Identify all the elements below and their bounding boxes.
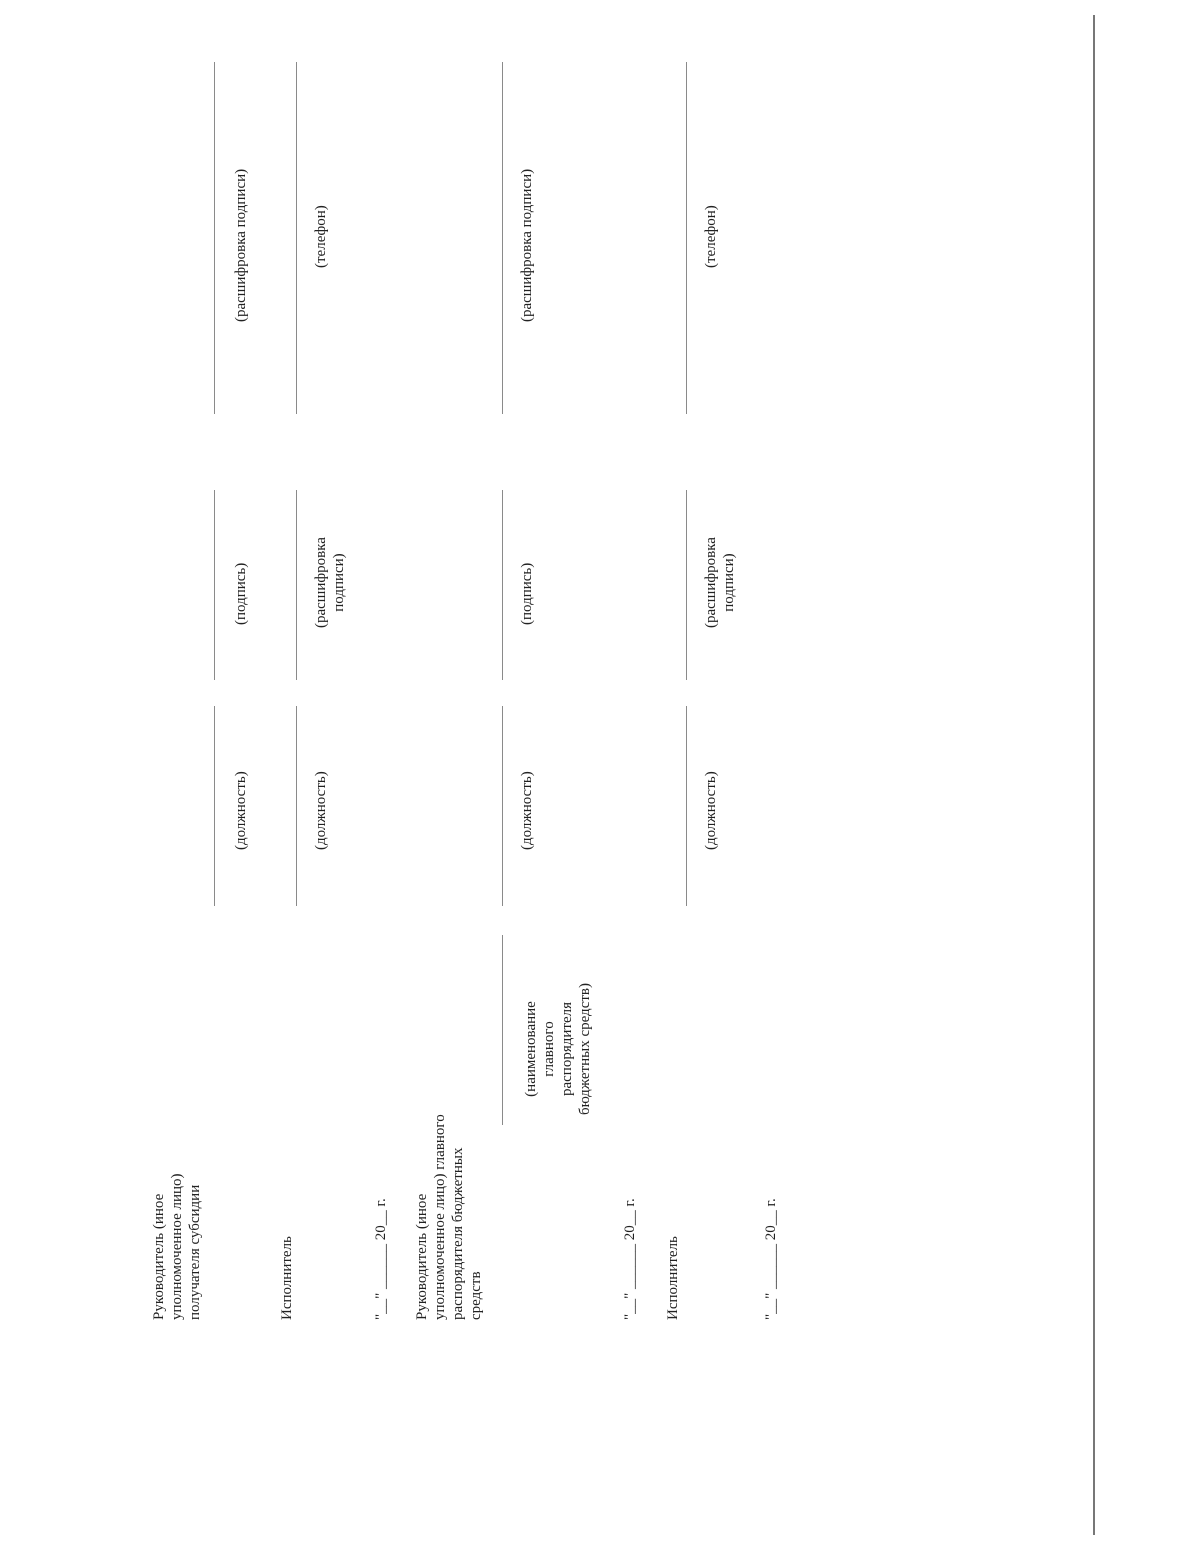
executor2-decoding-caption: (расшифровка подписи) [703, 537, 737, 628]
page-edge-rule [1093, 15, 1095, 1535]
executor2-phone-caption: (телефон) [703, 205, 719, 268]
date-line-1: "__" ______ 20__ г. [373, 1198, 389, 1320]
executor2-phone-line [686, 62, 687, 414]
chief-name-caption: (наименование главного распорядителя бюджетных средств) [523, 983, 593, 1115]
chief-head-label: Руководитель (иное уполномоченное лицо) главного распорядителя бюджетных средств [414, 1114, 484, 1320]
recipient-signature-caption: (подпись) [233, 562, 249, 625]
executor1-decoding-line [296, 490, 297, 680]
executor1-decoding-caption: (расшифровка подписи) [313, 537, 347, 628]
executor2-position-caption: (должность) [703, 771, 719, 850]
recipient-signature-line [214, 490, 215, 680]
chief-decoding-line [502, 62, 503, 414]
executor1-position-caption: (должность) [313, 771, 329, 850]
executor1-phone-line [296, 62, 297, 414]
executor2-position-line [686, 706, 687, 906]
recipient-position-line [214, 706, 215, 906]
executor2-decoding-line [686, 490, 687, 680]
chief-signature-caption: (подпись) [519, 562, 535, 625]
recipient-head-label: Руководитель (иное уполномоченное лицо) получателя субсидии [151, 1173, 203, 1320]
chief-position-caption: (должность) [519, 771, 535, 850]
recipient-decoding-line [214, 62, 215, 414]
recipient-position-caption: (должность) [233, 771, 249, 850]
chief-signature-line [502, 490, 503, 680]
date-line-3: "__" ______ 20__ г. [763, 1198, 779, 1320]
chief-decoding-caption: (расшифровка подписи) [519, 168, 535, 322]
chief-name-field-line [502, 935, 503, 1125]
date-line-2: "__" ______ 20__ г. [622, 1198, 638, 1320]
executor1-position-line [296, 706, 297, 906]
executor-label-1: Исполнитель [279, 1236, 295, 1320]
chief-position-line [502, 706, 503, 906]
recipient-decoding-caption: (расшифровка подписи) [233, 168, 249, 322]
executor-label-2: Исполнитель [665, 1236, 681, 1320]
executor1-phone-caption: (телефон) [313, 205, 329, 268]
